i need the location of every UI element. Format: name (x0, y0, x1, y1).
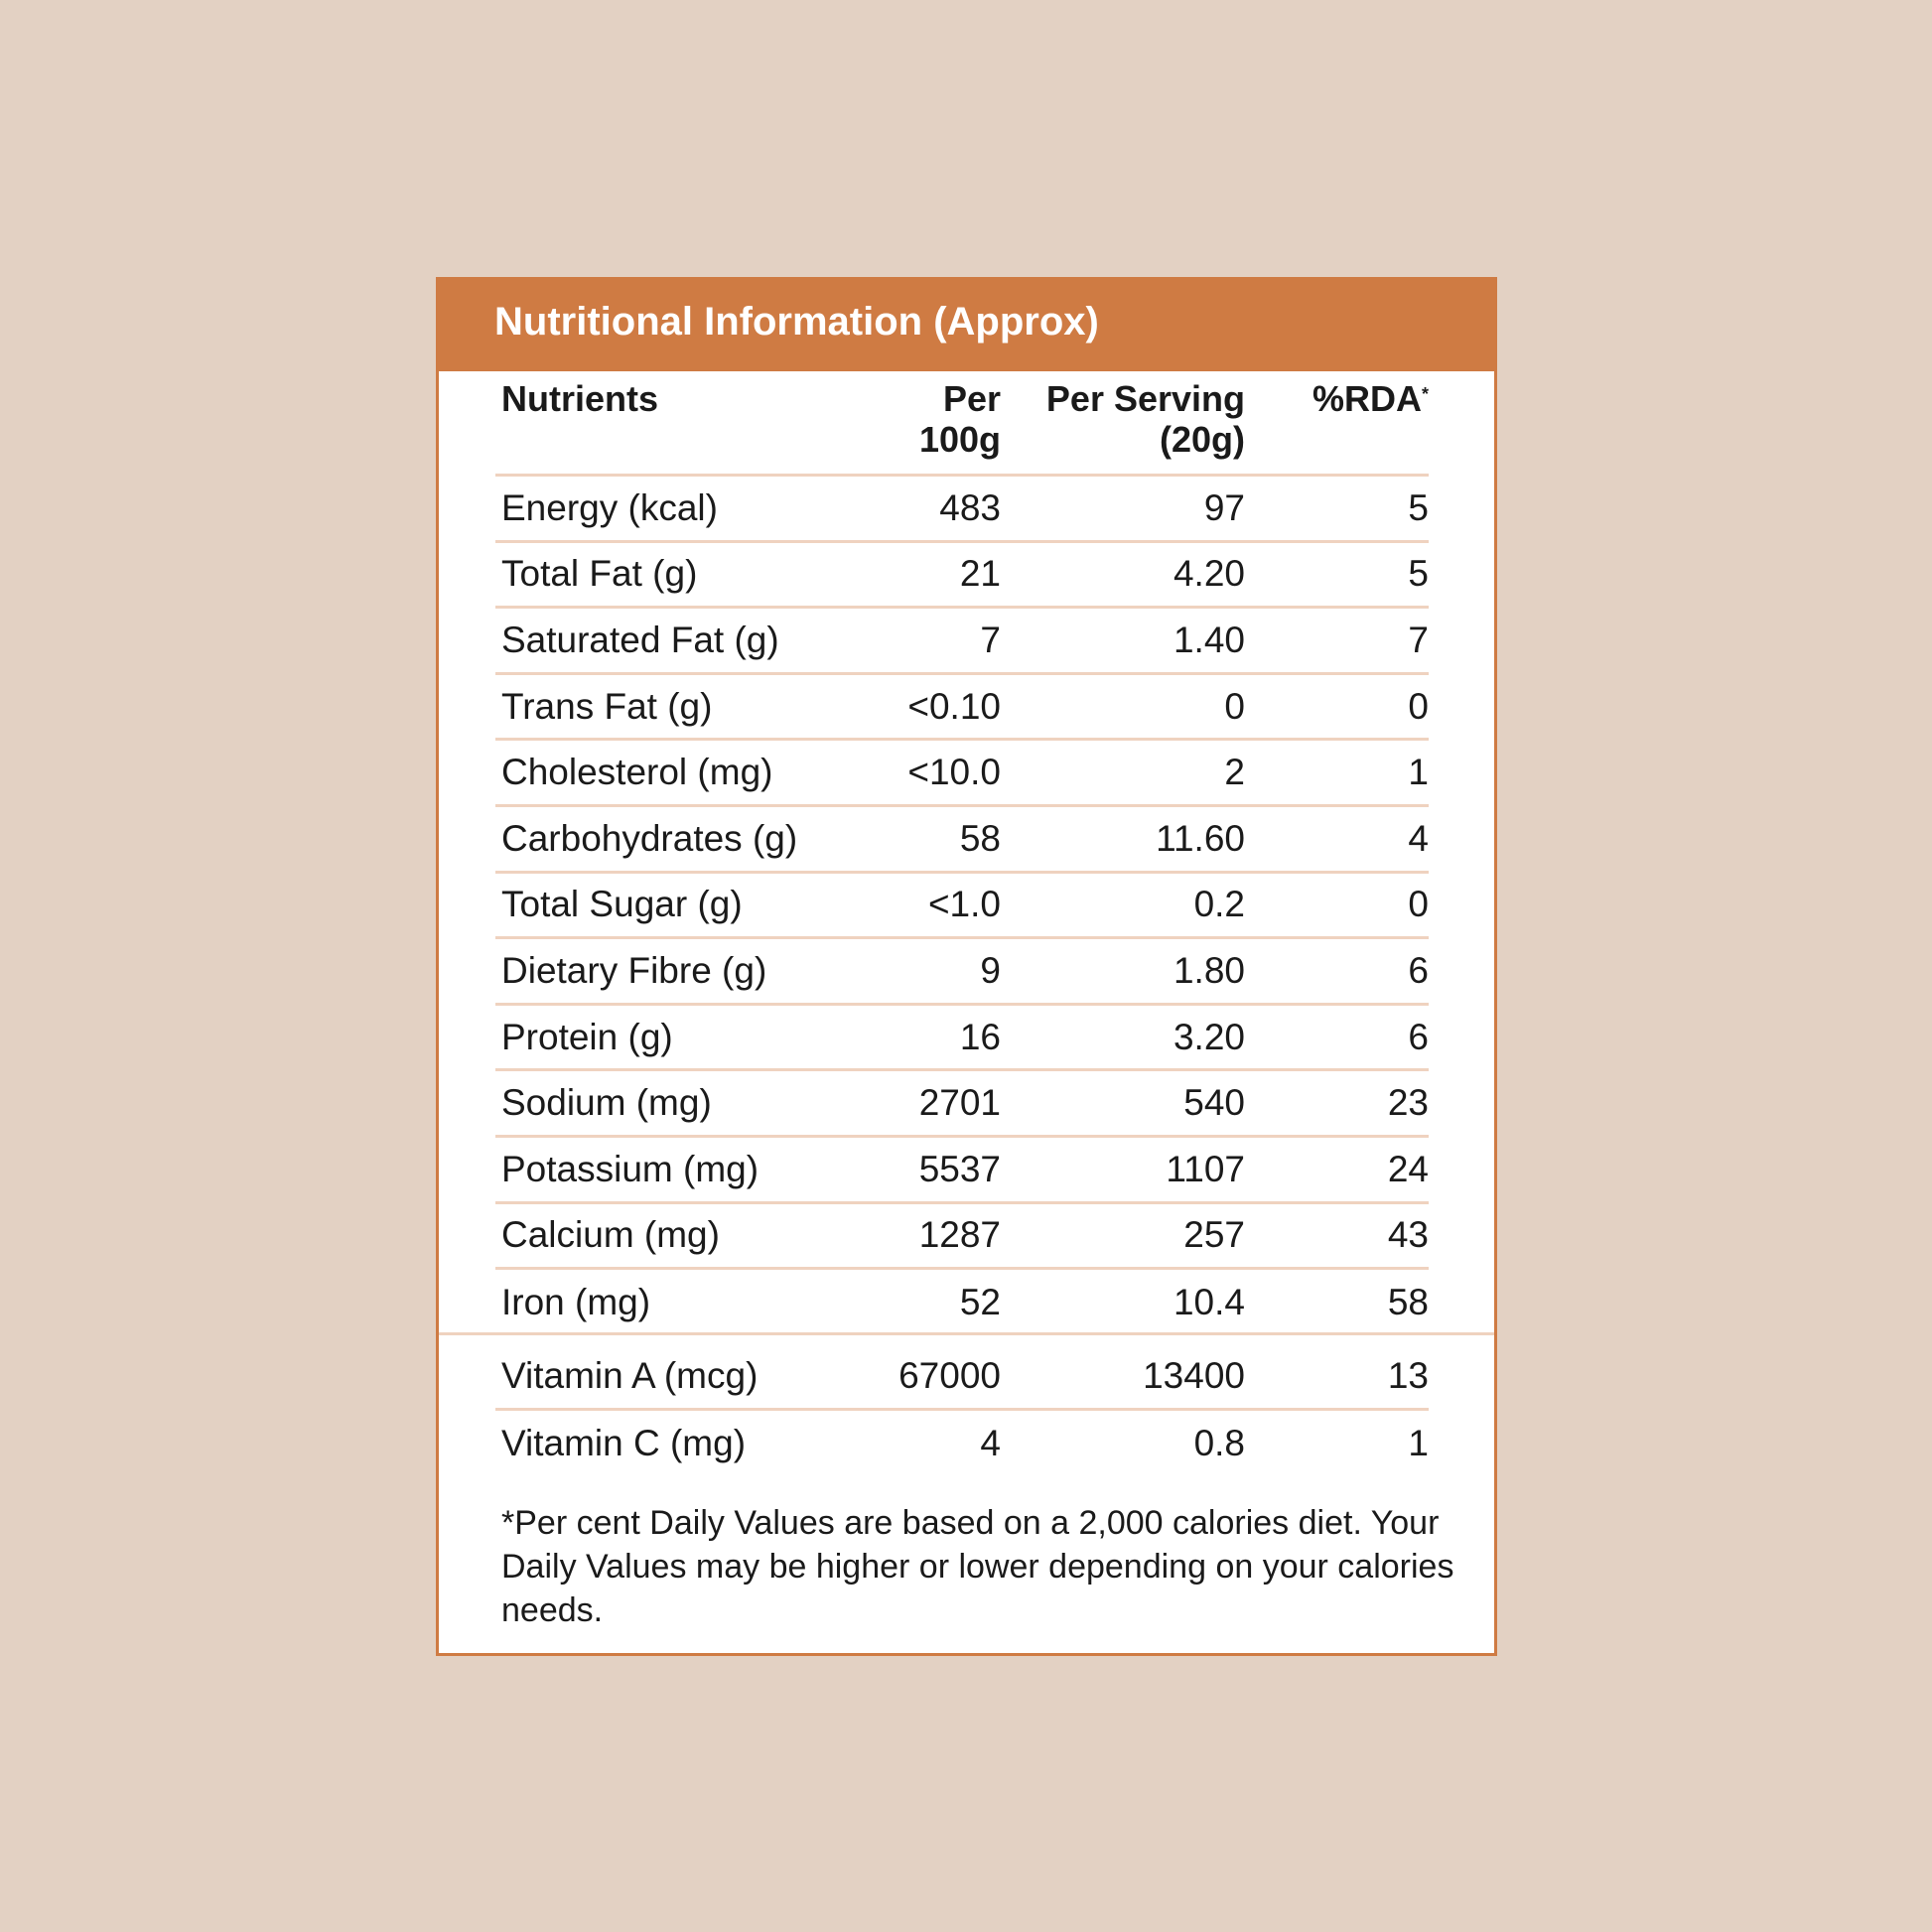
nutrient-name: Carbohydrates (g) (501, 817, 798, 859)
table-row (495, 939, 1429, 1006)
rda-value: 7 (1408, 619, 1429, 660)
rda-value: 6 (1408, 949, 1429, 991)
table-header-row (495, 371, 1429, 477)
per-100g-value: <10.0 (907, 752, 1001, 793)
per-serving-value: 1.40 (1173, 619, 1245, 660)
per-serving-value: 4.20 (1173, 553, 1245, 595)
rda-value: 6 (1408, 1016, 1429, 1057)
vitamin-rows (495, 1344, 1429, 1476)
table-row (495, 1006, 1429, 1072)
rda-value: 0 (1408, 884, 1429, 925)
rda-value: 23 (1387, 1082, 1429, 1124)
header-per-serving-line2: (20g) (1159, 419, 1245, 460)
nutrient-name: Trans Fat (g) (501, 685, 713, 727)
table-row (495, 1071, 1429, 1138)
nutrients-table (495, 371, 1429, 1336)
nutrient-name: Energy (kcal) (501, 486, 718, 528)
nutrient-name: Saturated Fat (g) (501, 619, 779, 660)
per-serving-value: 257 (1183, 1214, 1245, 1256)
per-serving-value: 540 (1183, 1082, 1245, 1124)
table-row (495, 609, 1429, 675)
nutrient-rows (495, 477, 1429, 1336)
table-row (495, 1344, 1429, 1411)
per-serving-value: 0.2 (1193, 884, 1245, 925)
per-serving-value: 3.20 (1173, 1016, 1245, 1057)
per-100g-value: 5537 (918, 1148, 1001, 1189)
header-per-serving-line1: Per Serving (1045, 378, 1245, 419)
table-row (495, 543, 1429, 610)
rda-value: 43 (1387, 1214, 1429, 1256)
per-100g-value: 2701 (918, 1082, 1001, 1124)
per-100g-value: 58 (959, 817, 1001, 859)
nutrient-name: Potassium (mg) (501, 1148, 759, 1189)
per-serving-value: 10.4 (1173, 1282, 1245, 1323)
per-100g-value: 7 (980, 619, 1001, 660)
rda-value: 4 (1408, 817, 1429, 859)
per-serving-value: 0 (1224, 685, 1245, 727)
nutrient-name: Total Sugar (g) (501, 884, 743, 925)
rda-value: 1 (1408, 752, 1429, 793)
nutrient-name: Iron (mg) (501, 1282, 651, 1323)
per-serving-value: 11.60 (1156, 817, 1245, 859)
header-nutrients: Nutrients (501, 378, 659, 419)
rda-value: 0 (1408, 685, 1429, 727)
nutrient-name: Vitamin A (mcg) (501, 1354, 759, 1396)
table-row (495, 1138, 1429, 1204)
nutrient-name: Calcium (mg) (501, 1214, 720, 1256)
rda-value: 58 (1387, 1282, 1429, 1323)
nutrient-name: Cholesterol (mg) (501, 752, 773, 793)
table-row (495, 1204, 1429, 1271)
header-per-100g-line1: Per (942, 378, 1001, 419)
panel-title: Nutritional Information (Approx) (439, 280, 1494, 371)
rda-value: 24 (1387, 1148, 1429, 1189)
table-row (495, 807, 1429, 874)
per-100g-value: 1287 (918, 1214, 1001, 1256)
header-rda-label: %RDA (1311, 378, 1422, 419)
per-100g-value: 16 (959, 1016, 1001, 1057)
table-row (495, 1270, 1429, 1336)
per-serving-value: 0.8 (1193, 1422, 1245, 1463)
per-100g-value: 67000 (898, 1354, 1001, 1396)
header-rda (1245, 378, 1429, 419)
header-per-100g (898, 378, 1001, 460)
header-per-serving (1001, 378, 1245, 460)
nutrient-name: Dietary Fibre (g) (501, 949, 767, 991)
table-row (495, 741, 1429, 807)
vitamins-table (495, 1344, 1429, 1476)
per-100g-value: 4 (980, 1422, 1001, 1463)
footnote: *Per cent Daily Values are based on a 2,000 calories diet. Your Daily Values may be higher or lower depending on your calories needs. (501, 1504, 1454, 1629)
per-100g-value: 52 (959, 1282, 1001, 1323)
nutrient-name: Sodium (mg) (501, 1082, 712, 1124)
per-100g-value: <0.10 (907, 685, 1001, 727)
per-100g-value: 483 (939, 486, 1001, 528)
rda-value: 1 (1408, 1422, 1429, 1463)
nutrient-name: Protein (g) (501, 1016, 673, 1057)
per-100g-value: <1.0 (927, 884, 1001, 925)
rda-asterisk: * (1421, 384, 1429, 404)
per-serving-value: 1107 (1166, 1148, 1245, 1189)
nutrition-panel (436, 277, 1497, 1656)
table-row (495, 477, 1429, 543)
table-row (495, 1411, 1429, 1477)
nutrient-name: Vitamin C (mg) (501, 1422, 747, 1463)
rda-value: 13 (1387, 1354, 1429, 1396)
nutrient-name: Total Fat (g) (501, 553, 698, 595)
rda-value: 5 (1408, 553, 1429, 595)
section-divider (439, 1332, 1494, 1335)
per-100g-value: 9 (980, 949, 1001, 991)
per-serving-value: 1.80 (1173, 949, 1245, 991)
per-100g-value: 21 (959, 553, 1001, 595)
table-row (495, 874, 1429, 940)
header-per-100g-line2: 100g (918, 419, 1001, 460)
per-serving-value: 2 (1224, 752, 1245, 793)
table-row (495, 675, 1429, 742)
per-serving-value: 97 (1203, 486, 1245, 528)
per-serving-value: 13400 (1143, 1354, 1245, 1396)
rda-value: 5 (1408, 486, 1429, 528)
